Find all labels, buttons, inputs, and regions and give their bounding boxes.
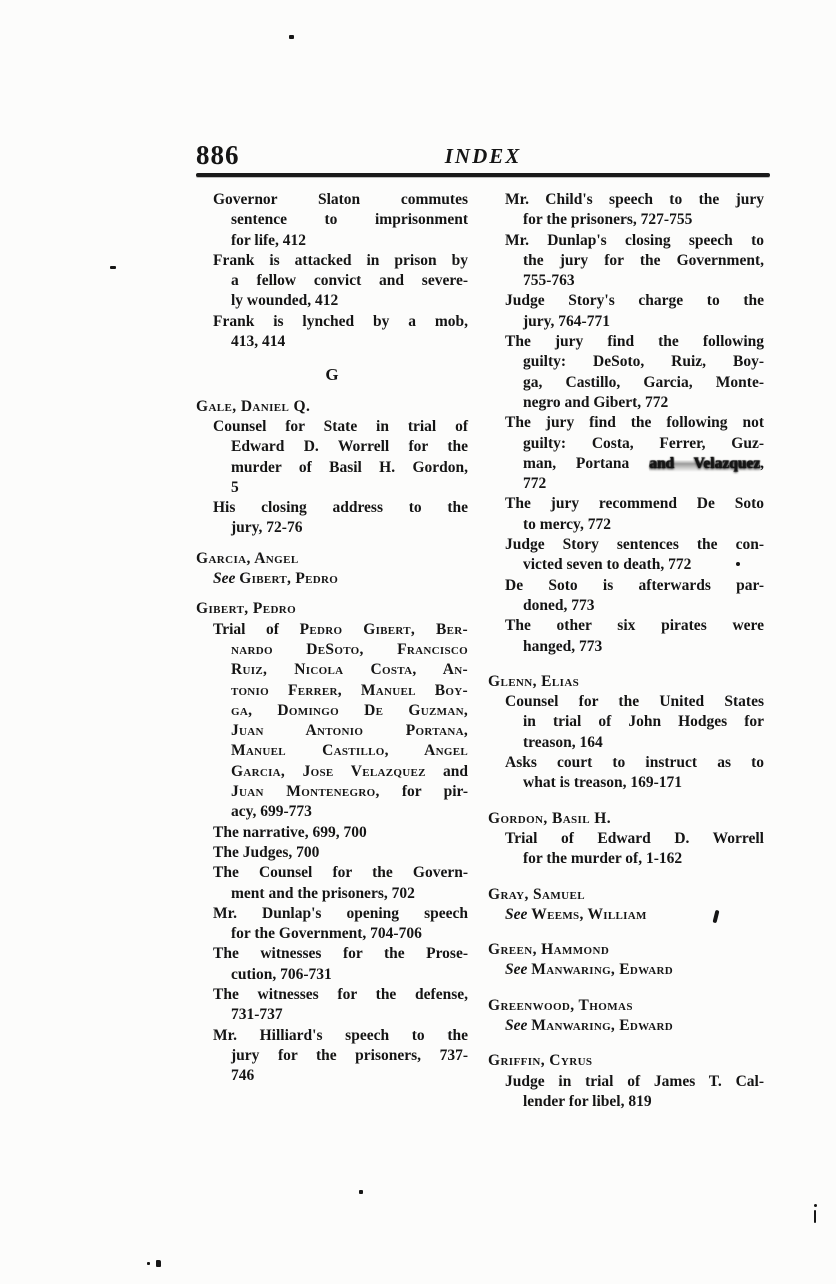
index-entry-heading xyxy=(488,940,764,960)
index-entry-heading xyxy=(488,809,764,829)
index-entry xyxy=(488,494,764,535)
ink-speck xyxy=(110,266,116,269)
entry-line: Juan Antonio Portana, xyxy=(231,722,468,740)
entry-line: De Soto is afterwards par- xyxy=(505,576,764,594)
entry-line: Frank is lynched by a mob, xyxy=(213,312,468,330)
entry-line: hanged, 773 xyxy=(523,637,603,655)
entry-line: sentence to imprisonment xyxy=(231,211,468,229)
entry-line: for the prisoners, 727-755 xyxy=(523,211,693,229)
index-right-column xyxy=(488,190,764,1112)
ink-speck xyxy=(289,35,294,39)
index-entry xyxy=(196,312,468,353)
page-title: INDEX xyxy=(444,144,522,168)
entry-line: jury, 72-76 xyxy=(231,519,303,537)
entry-line: The other six pirates were xyxy=(505,617,764,635)
entry-line: Counsel for State in trial of xyxy=(213,417,468,435)
entry-line: Edward D. Worrell for the xyxy=(231,438,468,456)
entry-line: G xyxy=(325,365,339,385)
entry-line: See Manwaring, Edward xyxy=(505,961,673,979)
entry-line: jury for the prisoners, 737- xyxy=(231,1046,468,1064)
cross-reference xyxy=(488,905,764,925)
entry-line: See Gibert, Pedro xyxy=(213,570,339,588)
index-entry xyxy=(196,498,468,539)
entry-line: victed seven to death, 772 xyxy=(523,556,692,574)
entry-line: Glenn, Elias xyxy=(488,672,580,690)
entry-line: acy, 699-773 xyxy=(231,803,312,821)
index-entry xyxy=(196,944,468,985)
index-entry-heading xyxy=(196,549,468,569)
entry-line: Manuel Castillo, Angel xyxy=(231,742,468,760)
entry-line: Ruiz, Nicola Costa, An- xyxy=(231,661,468,679)
entry-line: Mr. Child's speech to the jury xyxy=(505,191,764,208)
entry-line: guilty: Costa, Ferrer, Guz- xyxy=(523,434,764,452)
index-entry xyxy=(196,620,468,823)
cross-reference xyxy=(488,960,764,980)
index-entry xyxy=(488,190,764,231)
index-entry xyxy=(488,576,764,617)
entry-line: 413, 414 xyxy=(231,333,286,351)
entry-line: tonio Ferrer, Manuel Boy- xyxy=(231,681,468,699)
entry-line: the jury for the Government, xyxy=(523,251,764,269)
index-entry xyxy=(196,863,468,904)
cross-reference xyxy=(488,1016,764,1036)
page-number: 886 xyxy=(196,140,240,170)
entry-line: Gibert, Pedro xyxy=(196,600,297,618)
entry-line: Frank is attacked in prison by xyxy=(213,251,468,269)
index-entry-heading xyxy=(488,996,764,1016)
entry-line: Judge Story's charge to the xyxy=(505,292,764,310)
entry-line: 5 xyxy=(231,478,239,496)
entry-line: to mercy, 772 xyxy=(523,515,611,533)
index-entry xyxy=(196,985,468,1026)
index-entry-heading xyxy=(488,1051,764,1071)
index-entry-heading xyxy=(488,672,764,692)
entry-line: for the murder of, 1-162 xyxy=(523,850,683,868)
entry-line: The jury find the following xyxy=(505,333,764,351)
entry-line: Mr. Dunlap's closing speech to xyxy=(505,231,764,249)
entry-line: for the Government, 704-706 xyxy=(231,925,422,943)
ink-speck xyxy=(814,1210,816,1223)
entry-line: ly wounded, 412 xyxy=(231,292,339,310)
entry-line: Trial of Edward D. Worrell xyxy=(505,829,764,847)
entry-line: what is treason, 169-171 xyxy=(523,774,683,792)
entry-line: The narrative, 699, 700 xyxy=(213,823,367,841)
index-entry xyxy=(488,231,764,292)
entry-line: 755-763 xyxy=(523,272,575,290)
entry-line: treason, 164 xyxy=(523,733,603,751)
index-entry xyxy=(196,1026,468,1087)
entry-line: Asks court to instruct as to xyxy=(505,754,764,772)
entry-line: See Weems, William xyxy=(505,905,647,923)
entry-line: Mr. Hilliard's speech to the xyxy=(213,1026,468,1044)
entry-line: Judge Story sentences the con- xyxy=(505,536,764,554)
index-entry-heading xyxy=(196,599,468,619)
index-entry xyxy=(488,753,764,794)
index-entry xyxy=(488,616,764,657)
entry-line: Mr. Dunlap's opening speech xyxy=(213,904,468,922)
page-header xyxy=(196,144,770,169)
entry-line: man, Portana and Velazquez, xyxy=(523,454,764,472)
entry-line: Gale, Daniel Q. xyxy=(196,397,311,415)
entry-line: Garcia, Jose Velazquez and xyxy=(231,762,468,780)
entry-line: nardo DeSoto, Francisco xyxy=(231,640,468,658)
entry-line: The witnesses for the defense, xyxy=(213,985,468,1003)
entry-line: jury, 764-771 xyxy=(523,312,610,330)
ink-speck xyxy=(359,1190,363,1194)
entry-line: Griffin, Cyrus xyxy=(488,1052,593,1070)
entry-line: 731-737 xyxy=(231,1006,283,1024)
index-entry-heading xyxy=(488,885,764,905)
index-entry xyxy=(196,251,468,312)
index-entry xyxy=(488,829,764,870)
index-entry xyxy=(196,843,468,863)
index-entry xyxy=(196,904,468,945)
index-entry xyxy=(488,535,764,576)
entry-line: Juan Montenegro, for pir- xyxy=(231,783,469,801)
index-entry xyxy=(488,291,764,332)
cross-reference xyxy=(196,569,468,589)
entry-line: Green, Hammond xyxy=(488,941,610,959)
entry-line: ga, Domingo De Guzman, xyxy=(231,701,468,719)
entry-line: 746 xyxy=(231,1067,255,1085)
index-entry xyxy=(488,692,764,753)
index-entry xyxy=(196,417,468,498)
entry-line: cution, 706-731 xyxy=(231,965,332,983)
entry-line: Greenwood, Thomas xyxy=(488,996,633,1014)
entry-line: lender for libel, 819 xyxy=(523,1092,652,1110)
index-left-column xyxy=(196,190,468,1086)
index-entry xyxy=(488,413,764,494)
entry-line: ment and the prisoners, 702 xyxy=(231,884,415,902)
entry-line: a fellow convict and severe- xyxy=(231,272,468,290)
entry-line: Trial of Pedro Gibert, Ber- xyxy=(213,620,468,638)
entry-line: The jury find the following not xyxy=(505,414,764,432)
entry-line: guilty: DeSoto, Ruiz, Boy- xyxy=(523,353,764,371)
section-letter xyxy=(196,365,468,385)
entry-line: His closing address to the xyxy=(213,499,468,517)
entry-line: The Judges, 700 xyxy=(213,843,320,861)
entry-line: Counsel for the United States xyxy=(505,693,764,711)
entry-line: See Manwaring, Edward xyxy=(505,1016,673,1034)
index-entry xyxy=(196,823,468,843)
entry-line: The jury recommend De Soto xyxy=(505,495,764,513)
entry-line: murder of Basil H. Gordon, xyxy=(231,458,468,476)
entry-line: ga, Castillo, Garcia, Monte- xyxy=(523,373,764,391)
entry-line: Gordon, Basil H. xyxy=(488,809,611,827)
entry-line: The witnesses for the Prose- xyxy=(213,945,468,963)
ink-speck xyxy=(147,1262,150,1265)
entry-line: 772 xyxy=(523,475,547,493)
stray-period-mark xyxy=(736,562,740,566)
index-entry xyxy=(196,190,468,251)
entry-line: in trial of John Hodges for xyxy=(523,713,764,731)
entry-line: Garcia, Angel xyxy=(196,549,299,567)
entry-line: negro and Gibert, 772 xyxy=(523,393,669,411)
index-entry-heading xyxy=(196,397,468,417)
entry-line: Gray, Samuel xyxy=(488,885,585,903)
entry-line: The Counsel for the Govern- xyxy=(213,864,468,882)
header-rule xyxy=(196,173,770,177)
ink-speck xyxy=(156,1260,161,1267)
ink-speck xyxy=(814,1204,817,1207)
index-entry xyxy=(488,1072,764,1113)
index-entry xyxy=(488,332,764,413)
entry-line: Judge in trial of James T. Cal- xyxy=(505,1072,764,1090)
entry-line: for life, 412 xyxy=(231,231,307,249)
entry-line: Governor Slaton commutes xyxy=(213,191,468,208)
entry-line: doned, 773 xyxy=(523,596,595,614)
